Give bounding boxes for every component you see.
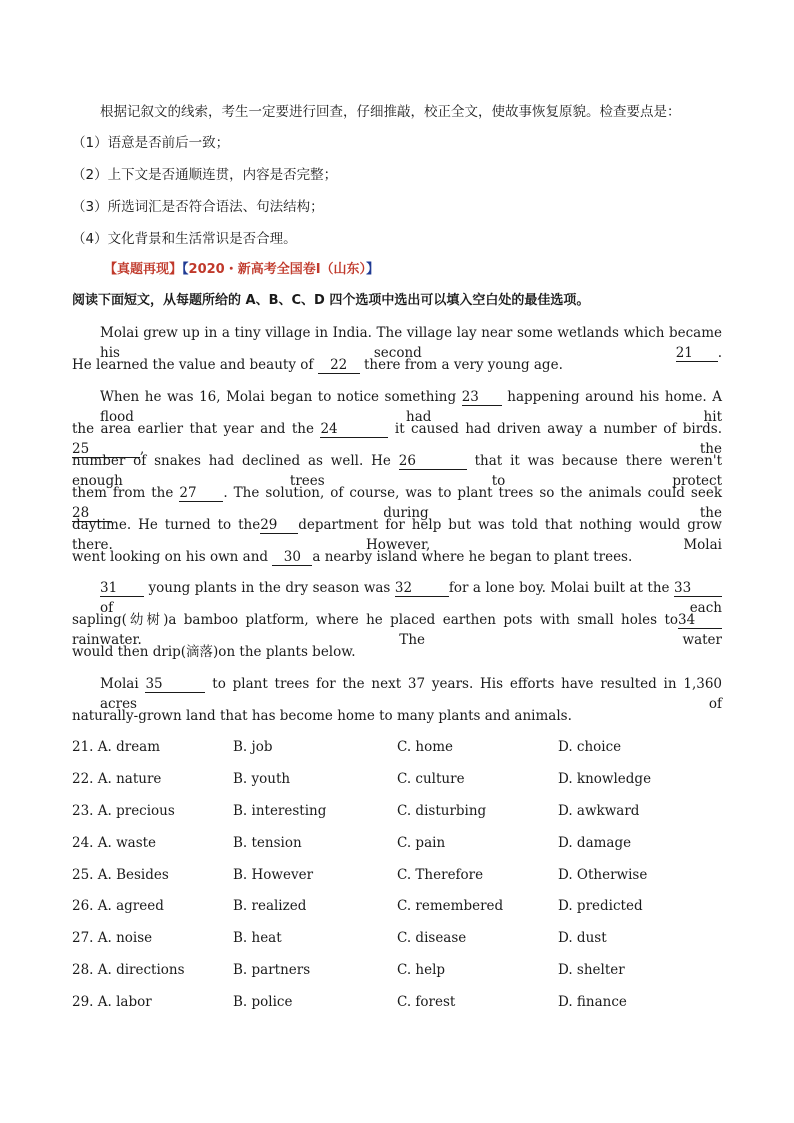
blank-22: 22 [318, 358, 360, 374]
option-d: D. finance [558, 994, 627, 1010]
option-row [72, 960, 732, 980]
passage-line: went looking on his own and 30 a nearby island where he began to plant trees. [72, 549, 633, 565]
passage-line: He learned the value and beauty of 22 there from a very young age. [72, 357, 563, 373]
blank-32: 32 [395, 581, 449, 597]
option-a: 22. A. nature [72, 771, 162, 787]
option-row [72, 992, 732, 1012]
option-a: 26. A. agreed [72, 898, 164, 914]
option-a: 24. A. waste [72, 835, 157, 851]
blank-34: 34 [678, 613, 722, 629]
passage-line: sapling(幼树)a bamboo platform, where he placed earthen pots with small holes to34 rainwater. The water [72, 612, 722, 648]
option-c: C. Therefore [397, 867, 484, 883]
option-c: C. disease [397, 930, 467, 946]
option-d: D. awkward [558, 803, 640, 819]
option-a: 27. A. noise [72, 930, 153, 946]
option-d: D. Otherwise [558, 867, 648, 883]
section-header [104, 260, 754, 280]
option-c: C. help [397, 962, 446, 978]
option-a: 28. A. directions [72, 962, 185, 978]
blank-23: 23 [462, 390, 502, 406]
option-b: B. However [233, 867, 314, 883]
option-d: D. knowledge [558, 771, 652, 787]
option-b: B. partners [233, 962, 311, 978]
option-a: 21. A. dream [72, 739, 161, 755]
passage-line: number of snakes had declined as well. He 26 that it was because there weren't enough trees to protect [72, 453, 722, 489]
option-c: C. culture [397, 771, 465, 787]
blank-27: 27 [179, 486, 223, 502]
option-c: C. forest [397, 994, 456, 1010]
exam-source: 2020・新高考全国卷Ⅰ（山东） [188, 262, 367, 277]
option-row [72, 737, 732, 757]
option-b: B. job [233, 739, 273, 755]
option-b: B. tension [233, 835, 302, 851]
option-d: D. predicted [558, 898, 643, 914]
blank-29: 29 [260, 518, 298, 534]
checkpoint-3: （3）所选词汇是否符合语法、句法结构； [72, 199, 324, 215]
option-a: 23. A. precious [72, 803, 175, 819]
option-c: C. remembered [397, 898, 504, 914]
passage-line: Molai 35 to plant trees for the next 37 years. His efforts have resulted in 1,360 acres of [100, 676, 723, 712]
option-b: B. youth [233, 771, 291, 787]
bracket-close: 】 [366, 262, 380, 277]
passage-line: naturally-grown land that has become home to many plants and animals. [72, 708, 572, 724]
checkpoint-1: （1）语意是否前后一致； [72, 135, 230, 151]
option-c: C. pain [397, 835, 446, 851]
passage-line: daytime. He turned to the29 department for help but was told that nothing would grow there. However, Molai [72, 517, 722, 553]
instruction: 阅读下面短文，从每题所给的 A、B、C、D 四个选项中选出可以填入空白处的最佳选项。 [72, 293, 590, 308]
checkpoint-2: （2）上下文是否通顺连贯，内容是否完整； [72, 167, 338, 183]
option-row [72, 865, 732, 885]
blank-25: 25 [72, 442, 140, 458]
blank-28: 28 [72, 506, 112, 522]
option-a: 29. A. labor [72, 994, 152, 1010]
option-row [72, 769, 732, 789]
option-d: D. shelter [558, 962, 625, 978]
passage-line: the area earlier that year and the 24 it caused had driven away a number of birds. 25 , the [72, 421, 723, 457]
blank-26: 26 [399, 454, 467, 470]
option-row [72, 896, 732, 916]
option-row [72, 928, 732, 948]
option-row [72, 833, 732, 853]
passage-line: When he was 16, Molai began to notice something 23 happening around his home. A flood had hit [100, 389, 723, 425]
blank-24: 24 [320, 422, 388, 438]
intro-text: 根据记叙文的线索，考生一定要进行回查，仔细推敲，校正全文，使故事恢复原貌。检查要点是： [100, 104, 681, 120]
blank-31: 31 [100, 581, 144, 597]
option-b: B. realized [233, 898, 307, 914]
passage-line: would then drip(滴落)on the plants below. [72, 644, 356, 660]
passage-line: Molai grew up in a tiny village in India. The village lay near some wetlands which became his second 21 . [100, 325, 722, 361]
option-a: 25. A. Besides [72, 867, 169, 883]
checkpoint-4: （4）文化背景和生活常识是否合理。 [72, 231, 297, 247]
blank-33: 33 [674, 581, 722, 597]
blank-21: 21 [676, 346, 718, 362]
section-tag: 【真题再现】 [104, 262, 183, 277]
option-d: D. damage [558, 835, 632, 851]
passage-line: 31 young plants in the dry season was 32 for a lone boy. Molai built at the 33 of each [100, 580, 722, 616]
option-b: B. police [233, 994, 293, 1010]
passage-line: them from the 27 . The solution, of course, was to plant trees so the animals could seek 28 during the [72, 485, 723, 521]
option-c: C. home [397, 739, 454, 755]
option-d: D. dust [558, 930, 607, 946]
blank-35: 35 [145, 677, 205, 693]
option-d: D. choice [558, 739, 622, 755]
bracket-open: 【 [182, 262, 189, 277]
option-b: B. heat [233, 930, 282, 946]
option-b: B. interesting [233, 803, 327, 819]
option-row [72, 801, 732, 821]
option-c: C. disturbing [397, 803, 487, 819]
blank-30: 30 [272, 550, 312, 566]
